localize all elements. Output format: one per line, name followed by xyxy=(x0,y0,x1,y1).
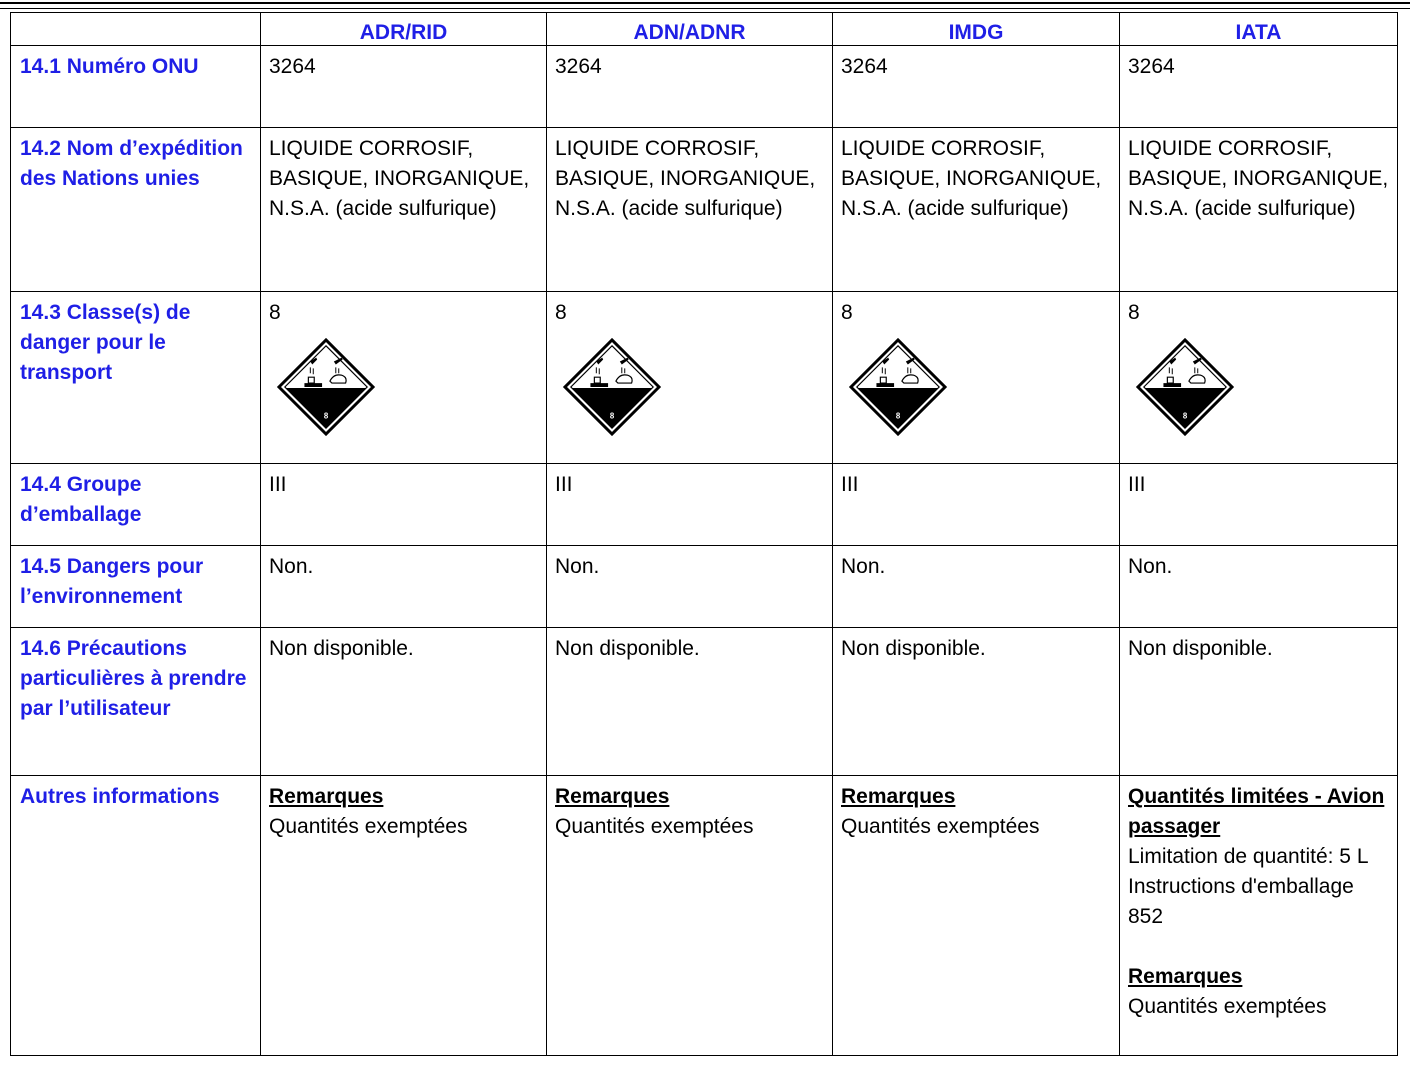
remarks-text: Quantités exemptées xyxy=(841,815,1040,838)
top-rule-thin xyxy=(0,8,1410,9)
cell-value: III xyxy=(833,464,1120,546)
cell-other-info xyxy=(833,776,1120,1056)
svg-text:8: 8 xyxy=(1182,411,1188,421)
cell-value: Non disponible. xyxy=(261,628,547,776)
remarks-text: Quantités exemptées xyxy=(269,815,468,838)
table-row xyxy=(11,776,1398,1056)
row-label-other-info: Autres informations xyxy=(11,776,261,1056)
cell-value: 3264 xyxy=(547,46,833,128)
col-header-adn-adnr: ADN/ADNR xyxy=(547,13,833,46)
table-row xyxy=(11,46,1398,128)
row-label-environment: 14.5 Dangers pour l’environnement xyxy=(11,546,261,628)
row-label-hazard-class: 14.3 Classe(s) de danger pour le transport xyxy=(11,292,261,464)
cell-value: Non. xyxy=(833,546,1120,628)
cell-value: 8 xyxy=(841,301,853,324)
table-row xyxy=(11,628,1398,776)
table-row xyxy=(11,464,1398,546)
remarks-text: Quantités exemptées xyxy=(555,815,754,838)
cell-other-info xyxy=(547,776,833,1056)
cell-value: 8 xyxy=(269,301,281,324)
corrosive-class-8-icon xyxy=(849,338,947,436)
svg-text:8: 8 xyxy=(609,411,615,421)
cell-value: 3264 xyxy=(1120,46,1398,128)
row-label-packing-group: 14.4 Groupe d’emballage xyxy=(11,464,261,546)
cell-value: 3264 xyxy=(833,46,1120,128)
cell-value: LIQUIDE CORROSIF, BASIQUE, INORGANIQUE, N.S.A. (acide sulfurique) xyxy=(261,128,547,292)
remarks-text: Quantités exemptées xyxy=(1128,995,1327,1018)
table-row xyxy=(11,128,1398,292)
table-header-row xyxy=(11,13,1398,46)
corrosive-class-8-icon xyxy=(563,338,661,436)
row-label-un-number: 14.1 Numéro ONU xyxy=(11,46,261,128)
cell-hazard xyxy=(833,292,1120,464)
cell-value: III xyxy=(261,464,547,546)
limited-quantities-title: Quantités limitées - Avion passager xyxy=(1128,785,1385,838)
row-label-shipping-name: 14.2 Nom d’expédition des Nations unies xyxy=(11,128,261,292)
transport-info-table xyxy=(10,12,1398,1056)
table-row xyxy=(11,292,1398,464)
table-row xyxy=(11,546,1398,628)
cell-value: Non disponible. xyxy=(833,628,1120,776)
col-header-adr-rid: ADR/RID xyxy=(261,13,547,46)
cell-value: III xyxy=(1120,464,1398,546)
svg-text:8: 8 xyxy=(895,411,901,421)
packing-instructions-text: Instructions d'emballage 852 xyxy=(1128,875,1354,928)
remarks-title: Remarques xyxy=(555,785,670,808)
cell-value: Non. xyxy=(261,546,547,628)
cell-other-info xyxy=(261,776,547,1056)
cell-value: 8 xyxy=(555,301,567,324)
cell-value: LIQUIDE CORROSIF, BASIQUE, INORGANIQUE, N.S.A. (acide sulfurique) xyxy=(547,128,833,292)
cell-value: Non disponible. xyxy=(547,628,833,776)
cell-hazard xyxy=(261,292,547,464)
spacer xyxy=(1128,932,1389,962)
corrosive-class-8-icon xyxy=(277,338,375,436)
cell-value: LIQUIDE CORROSIF, BASIQUE, INORGANIQUE, N.S.A. (acide sulfurique) xyxy=(1120,128,1398,292)
cell-value: 8 xyxy=(1128,301,1140,324)
cell-hazard xyxy=(547,292,833,464)
remarks-title: Remarques xyxy=(841,785,956,808)
cell-value: 3264 xyxy=(261,46,547,128)
cell-value: Non disponible. xyxy=(1120,628,1398,776)
cell-hazard xyxy=(1120,292,1398,464)
cell-value: III xyxy=(547,464,833,546)
quantity-limit-text: Limitation de quantité: 5 L xyxy=(1128,845,1369,868)
row-label-precautions: 14.6 Précautions particulières à prendre par l’utilisateur xyxy=(11,628,261,776)
col-header-imdg: IMDG xyxy=(833,13,1120,46)
svg-text:8: 8 xyxy=(323,411,329,421)
cell-value: Non. xyxy=(547,546,833,628)
top-rule xyxy=(0,2,1410,4)
cell-value: LIQUIDE CORROSIF, BASIQUE, INORGANIQUE, N.S.A. (acide sulfurique) xyxy=(833,128,1120,292)
col-header-iata: IATA xyxy=(1120,13,1398,46)
corner-cell xyxy=(11,13,261,46)
cell-other-info xyxy=(1120,776,1398,1056)
corrosive-class-8-icon xyxy=(1136,338,1234,436)
cell-value: Non. xyxy=(1120,546,1398,628)
remarks-title: Remarques xyxy=(1128,965,1243,988)
remarks-title: Remarques xyxy=(269,785,384,808)
